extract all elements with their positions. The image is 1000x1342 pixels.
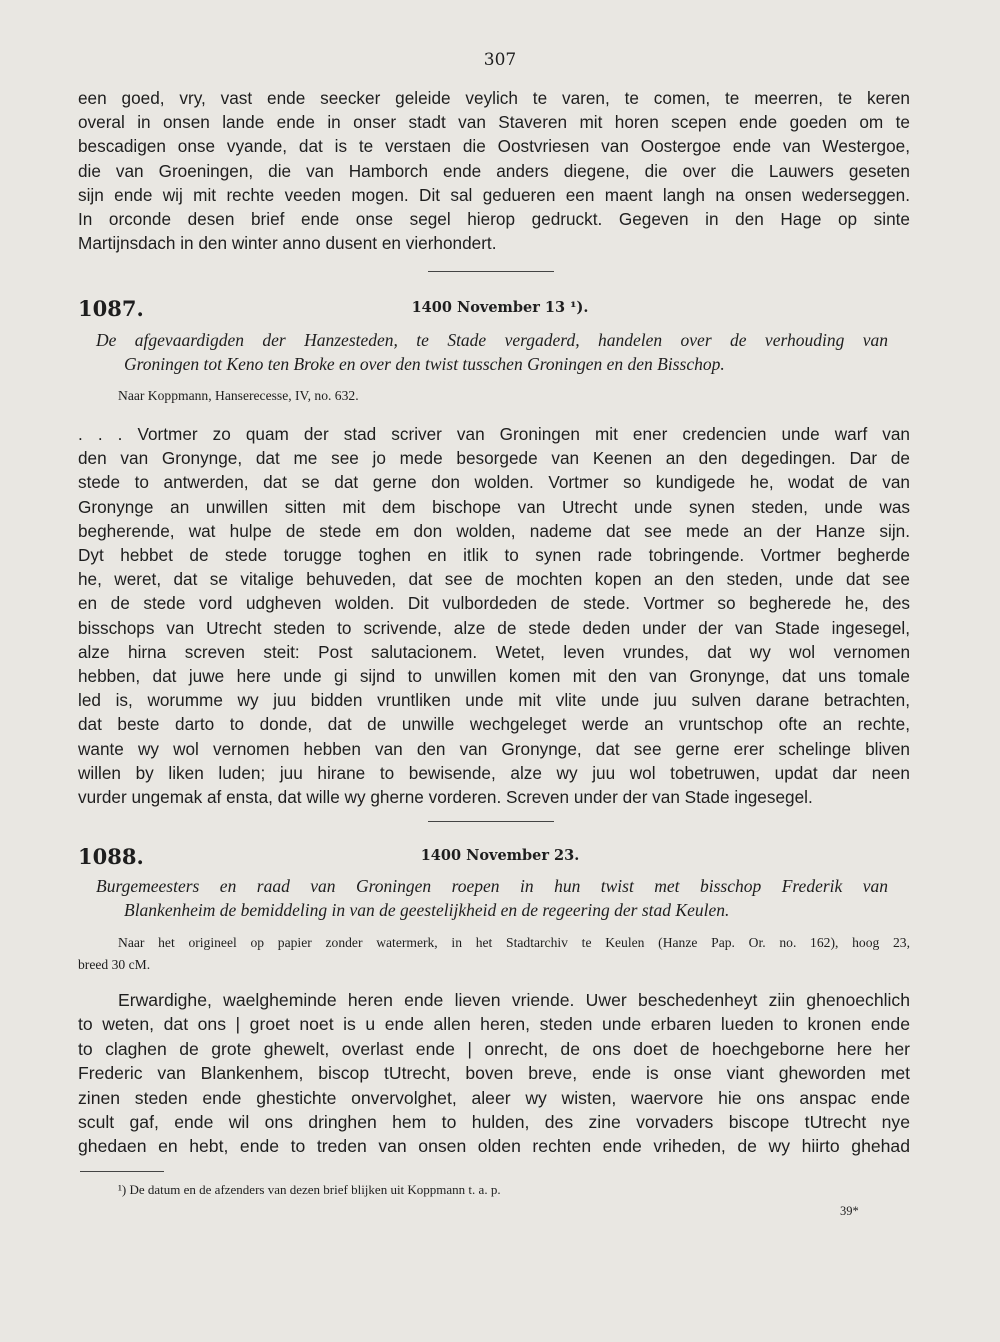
text-line: led is, worumme wy juu bidden vruntliken unde mit vlite unde juu sulven darane betrachten, — [78, 690, 910, 711]
text-line: Frederic van Blankenhem, biscop tUtrecht, boven breve, ende is onse viant gheworden met — [78, 1063, 910, 1084]
continuation-text — [78, 86, 910, 255]
text-line: Dyt hebbet de stede torugge toghen en itlik to synen rade tobringende. Vortmer begherde — [78, 545, 910, 566]
signature-mark: 39* — [840, 1204, 859, 1218]
entry-date-1087: 1400 November 13 ¹). — [411, 299, 589, 316]
footnote-divider — [80, 1171, 164, 1172]
text-line: sijn ende wij mit rechte veeden mogen. Dit sal gedueren een maent langh na onsen wederseggen. — [78, 184, 910, 205]
text-line: een goed, vry, vast ende seecker geleide veylich te varen, te comen, te meerren, te keren — [78, 88, 910, 108]
text-line: to weten, dat ons | groet noet is u ende allen heren, steden unde erbaren lueden to kronen ende — [78, 1014, 910, 1035]
entry-source-1088 — [78, 932, 910, 976]
text-line: willen by liken luden; juu hirane to bewisende, alze wy juu wol tobetruwen, updat dar neen — [78, 762, 910, 783]
text-line: . . . Vortmer zo quam der stad scriver van Groningen mit ener credencien unde warf van — [78, 424, 910, 444]
text-line: zinen steden ende ghestichte onvervolghet, aleer wy wisten, waervore hie ons anspac ende — [78, 1087, 910, 1108]
text-line: den van Gronynge, dat me see jo mede besorgede van Keenen an den degedingen. Dar de — [78, 448, 910, 469]
text-line: he, weret, dat se vitalige behuveden, dat see de mochten kopen an den steden, unde dat see — [78, 569, 910, 590]
text-line: ghedaen en hebt, ende to treden van onsen olden rechten ende vriheden, de wy hiirto ghehad — [78, 1136, 910, 1157]
entry-text-1087 — [78, 422, 910, 809]
entry-summary-1088 — [96, 874, 888, 922]
text-line: bescadigen onse vyande, dat is te verstaen die Oostvriesen van Oostergoe ende van Westergoe, — [78, 136, 910, 157]
text-line: alze hirna screven steit: Post salutacionem. Wetet, leven vrundes, dat wy wol vernomen — [78, 641, 910, 662]
source-line: Naar het origineel op papier zonder watermerk, in het Stadtarchiv te Keulen (Hanze Pap. Or. no. 162), hoog 23, — [118, 935, 910, 950]
entry-summary-1087 — [96, 328, 888, 376]
section-divider — [428, 271, 554, 272]
text-line: bisschops van Utrecht steden to scrivende, alze de stede deden under der van Stade ingesegel, — [78, 617, 910, 638]
source-line: breed 30 cM. — [78, 957, 151, 972]
text-line: wante wy wol vernomen hebben van den van Gronynge, dat see gerne erer schelinge bliven — [78, 738, 910, 759]
text-line: hebben, dat juwe here unde gi sijnd to unwillen komen mit den van Gronynge, dat uns tomale — [78, 666, 910, 687]
text-line: begherende, wat hulpe de stede em don wolden, nademe dat see mede an der Hanze sijn. — [78, 520, 910, 541]
source-line: Naar Koppmann, Hanserecesse, IV, no. 632. — [118, 388, 359, 403]
text-line: dat beste darto to donde, dat de unwille wechgeleget werde an vruntschop ofte an rechte, — [78, 714, 910, 735]
summary-line: Burgemeesters en raad van Groningen roepen in hun twist met bisschop Frederik van — [96, 876, 888, 896]
text-line: scult gaf, ende wil ons dringhen hem to hulden, des zine vorvaders biscope tUtrecht nye — [78, 1112, 910, 1133]
entry-text-1088 — [78, 988, 910, 1159]
section-divider — [428, 821, 554, 822]
entry-source-1087 — [118, 385, 910, 407]
text-line: vurder ungemak af ensta, dat wille wy gherne vorderen. Screven under der van Stade ingesegel. — [78, 787, 813, 808]
summary-line: Groningen tot Keno ten Broke en over den twist tusschen Groningen en den Bisschop. — [124, 354, 725, 374]
text-line: en de stede vord udgheven wolden. Dit vulbordeden de stede. Vortmer so begherede he, des — [78, 593, 910, 614]
text-line: Martijnsdach in den winter anno dusent en vierhondert. — [78, 233, 497, 254]
summary-line: De afgevaardigden der Hanzesteden, te Stade vergaderd, handelen over de verhouding van — [96, 330, 888, 350]
entry-number-1088: 1088. — [78, 844, 144, 869]
text-line: Gronynge an unwillen sitten mit dem bischope van Utrecht unde synen steden, unde was — [78, 496, 910, 517]
text-line: to claghen de grote ghewelt, overlast ende | onrecht, de ons doet de hoechgeborne here her — [78, 1038, 910, 1059]
footnote: ¹) De datum en de afzenders van dezen brief blijken uit Koppmann t. a. p. — [118, 1182, 501, 1197]
text-line: In orconde desen brief ende onse segel hierop gedruckt. Gegeven in den Hage op sinte — [78, 209, 910, 230]
text-line: stede to antwerden, dat se dat gerne don wolden. Vortmer so kundigede he, wodat de van — [78, 472, 910, 493]
entry-date-1088: 1400 November 23. — [420, 847, 580, 864]
entry-number-1087: 1087. — [78, 296, 144, 321]
text-line: overal in onsen lande ende in onser stadt van Staveren mit horen scepen ende goeden om te — [78, 112, 910, 133]
page-number: 307 — [483, 50, 517, 70]
text-line: die van Groeningen, die van Hamborch ende anders diegene, die over die Lauwers geseten — [78, 160, 910, 181]
text-line: Erwardighe, waelgheminde heren ende lieven vriende. Uwer beschedenheyt ziin ghenoechlich — [118, 990, 910, 1010]
summary-line: Blankenheim de bemiddeling in van de geestelijkheid en de regeering der stad Keulen. — [124, 900, 730, 920]
